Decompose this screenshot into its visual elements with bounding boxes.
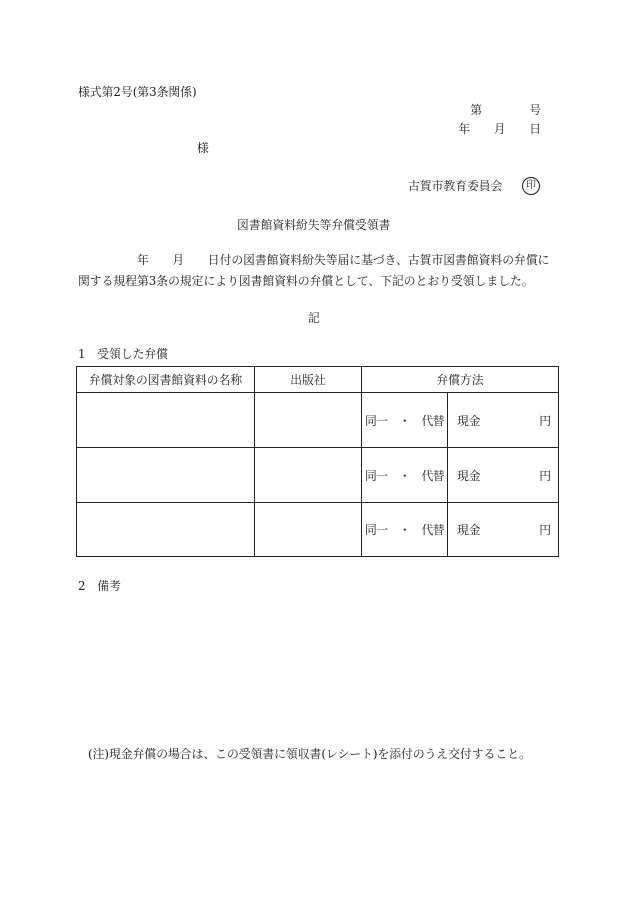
- table-row: [77, 503, 559, 557]
- document-title: 図書館資料紛失等弁償受領書: [237, 218, 391, 232]
- document-number: 第 号: [470, 103, 541, 117]
- header-item-name: 弁償対象の図書館資料の名称: [77, 367, 255, 393]
- cash-cell: [448, 503, 559, 557]
- item-name-cell: [77, 503, 255, 557]
- method-kind-cell: 同一 ・ 代替: [362, 393, 448, 448]
- item-name-cell: [77, 393, 255, 448]
- header-compensation-method: 弁償方法: [362, 367, 559, 393]
- cash-cell: [448, 448, 559, 503]
- item-name-cell: [77, 448, 255, 503]
- publisher-cell: [255, 448, 362, 503]
- footnote: (注)現金弁償の場合は、この受領書に領収書(レシート)を添付のうえ交付すること。: [88, 747, 531, 761]
- seal-icon: 印: [522, 177, 540, 195]
- table-row: [77, 448, 559, 503]
- method-kind-cell: 同一 ・ 代替: [362, 503, 448, 557]
- cash-label: 現金: [457, 523, 481, 537]
- ki-heading: 記: [308, 311, 320, 325]
- cash-label: 現金: [457, 413, 481, 428]
- yen-label: 円: [539, 523, 552, 537]
- issue-date: 年 月 日: [458, 122, 541, 136]
- section-1-heading: 1 受領した弁償: [78, 347, 169, 361]
- method-kind-cell: 同一 ・ 代替: [362, 448, 448, 503]
- table-row: [77, 393, 559, 448]
- cash-label: 現金: [457, 468, 481, 483]
- cash-cell: [448, 393, 559, 448]
- form-number: 様式第2号(第3条関係): [78, 85, 197, 99]
- addressee-suffix: 様: [197, 141, 209, 155]
- section-2-heading: 2 備考: [78, 579, 121, 593]
- yen-label: 円: [539, 413, 552, 428]
- body-line-1: 年 月 日付の図書館資料紛失等届に基づき、古賀市図書館資料の弁償に: [137, 253, 550, 267]
- issuer-name: 古賀市教育委員会: [408, 179, 503, 193]
- header-publisher: 出版社: [255, 367, 362, 393]
- body-line-2: 関する規程第3条の規定により図書館資料の弁償として、下記のとおり受領しました。: [78, 274, 534, 288]
- compensation-table: [76, 366, 559, 557]
- publisher-cell: [255, 503, 362, 557]
- yen-label: 円: [539, 468, 552, 483]
- publisher-cell: [255, 393, 362, 448]
- table-header-row: [77, 367, 559, 393]
